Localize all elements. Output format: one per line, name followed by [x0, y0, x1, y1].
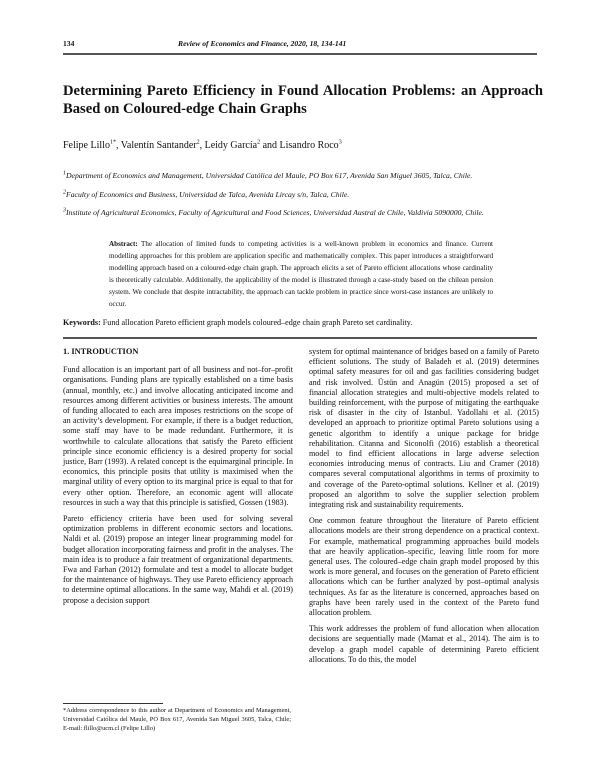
section-heading: 1. INTRODUCTION: [63, 347, 139, 356]
right-column: [309, 347, 539, 671]
keywords-text: Fund allocation Pareto efficient graph models coloured–edge chain graph Pareto set cardinality.: [102, 318, 413, 327]
author-name: Lisandro Roco: [279, 140, 339, 151]
keywords: [63, 318, 543, 327]
abstract: [109, 239, 493, 310]
abstract-text: The allocation of limited funds to competing activities is a well-known problem in economics and finance. Current modelling approaches for this problem are application specific and mathematically complex. This paper introduces a straightforward modelling approach based on a coloured-edge chain graph. The approach elicits a set of Pareto efficient allocations whose cardinality is theoretically calculable. Additionally, the applicability of the model is illustrated through a case-study based on the chilean pension system. We conclude that despite intractability, the approach can tackle problem in practice since worst-case instances are unlikely to occur.: [109, 240, 493, 308]
affiliation: [63, 207, 543, 218]
body-paragraph: system for optimal maintenance of bridges based on a family of Pareto efficient solutions. The study of Baladeh et al. (2019) determines optimal safety measures for oil and gas facilities considering budget and risk involved. Üstün and Anagün (2015) proposed a set of financial allocation strategies and multi-objective models related to building reinforcement, with the purpose of mitigating the earthquake risk of disaster in the city of Istanbul. Yadollahi et al. (2015) developed an approach to prioritize optimal Pareto solutions using a genetic algorithm to identify a unique package for bridge rehabilitation. Citanna and Siconolfi (2016) establish a theoretical model to find efficient allocations in large adverse selection economies introducing menus of contracts. Liu and Cramer (2018) compares several computational algorithms in terms of proximity to and coverage of the Pareto-optimal solutions. Kellner et al. (2019) proposed an algorithm to solve the supplier selection problem integrating risk and sustainability requirements.: [309, 347, 539, 510]
body-paragraph: Pareto efficiency criteria have been used for solving several optimization problems in different economic sectors and locations. Naldi et al. (2019) propose an integer linear programming model for budget allocation incorporating fairness and profit in the analyses. The main idea is to produce a fair treatment of organizational departments. Fwa and Farhan (2012) formulate and test a model to allocate budget for the maintenance of highways. They use Pareto efficiency approach to determine optimal allocations. In the same way, Mahdi et al. (2019) propose a decision support: [63, 514, 293, 605]
journal-header: Review of Economics and Finance, 2020, 18, 134-141: [178, 39, 347, 48]
footnote: *Address correspondence to this author at Department of Economics and Management, Universidad Católica del Maule, PO Box 617, Avenida San Miguel 3605, Talca, Chile; E-mail: flillo@ucm.cl (Felipe Lillo): [63, 707, 291, 733]
author-sup: 3: [338, 139, 342, 146]
affiliation-sup: 3: [63, 207, 66, 214]
section-rule: [63, 337, 537, 339]
keywords-label: Keywords:: [63, 318, 101, 327]
affiliation: [63, 170, 543, 181]
paper-title: Determining Pareto Efficiency in Found Allocation Problems: an Approach Based on Coloured-edge Chain Graphs: [63, 83, 543, 117]
body-paragraph: This work addresses the problem of fund allocation when allocation decisions are sequentially made (Mamat et al., 2014). The aim is to develop a graph model capable of determining Pareto efficient allocations. To do this, the model: [309, 624, 539, 664]
affiliation-text: Institute of Agricultural Economics, Faculty of Agricultural and Food Sciences, Universidad Austral de Chile, Valdivia 5090000, Chile.: [66, 208, 484, 217]
affiliation: [63, 189, 543, 200]
body-paragraph: One common feature throughout the literature of Pareto efficient allocations models are their strong dependence on a practical context. For example, mathematical programming approaches build models that are heavily application–specific, leaving little room for more general uses. The coloured–edge chain graph model proposed by this work is more general, and focuses on the generation of Pareto efficient allocations which can be further analyzed by post–optimal analysis techniques. As far as the literature is concerned, approaches based on graphs have been rarely used in the context of the Pareto fund allocation problem.: [309, 516, 539, 618]
author-sup: 1*: [109, 139, 116, 146]
author-name: Felipe Lillo: [63, 140, 110, 151]
affiliation-text: Department of Economics and Management, Universidad Católica del Maule, PO Box 617, Avenida San Miguel 3605, Talca, Chile.: [66, 171, 473, 180]
author-sup: 2: [257, 139, 261, 146]
header-rule: [63, 53, 537, 55]
affiliation-sup: 1: [63, 170, 66, 177]
author-sup: 2: [196, 139, 200, 146]
author-name: Valentín Santander: [120, 140, 197, 151]
affiliation-sup: 2: [63, 189, 66, 196]
author-name: Leidy García: [204, 140, 258, 151]
page-number: 134: [63, 39, 75, 48]
footnote-rule: [63, 703, 163, 704]
author-list: Felipe Lillo$^{1*}$, Valentín Santander$^2$, Leidy García$^2$ and Lisandro Roco$^3$: [63, 139, 342, 151]
affiliation-text: Faculty of Economics and Business, Universidad de Talca, Avenida Lircay s/n, Talca, Chile.: [66, 190, 350, 199]
left-column: [63, 347, 293, 612]
abstract-label: Abstract:: [109, 240, 138, 248]
body-paragraph: Fund allocation is an important part of all business and not–for–profit organisations. Funding plans are typically established on a time basis (annual, monthly, etc.) and involve allocating anticipated income and resources among different activities or business interests. The amount of funding allocated to each area imposes restrictions on the scope of an activity’s development. For example, if there is a budget reduction, some staff may have to be made redundant. Furthermore, it is worthwhile to calculate allocations that satisfy the Pareto efficient principle since economic efficiency is a desired property for social justice, Barr (1993). A related concept is the equimarginal principle. In economics, this principle posits that utility is maximised when the marginal utility of every option to its marginal price is equal to that for every other option. Therefore, an economic agent will allocate resources in such a way that this principle is satisfied, Gossen (1983).: [63, 365, 293, 507]
